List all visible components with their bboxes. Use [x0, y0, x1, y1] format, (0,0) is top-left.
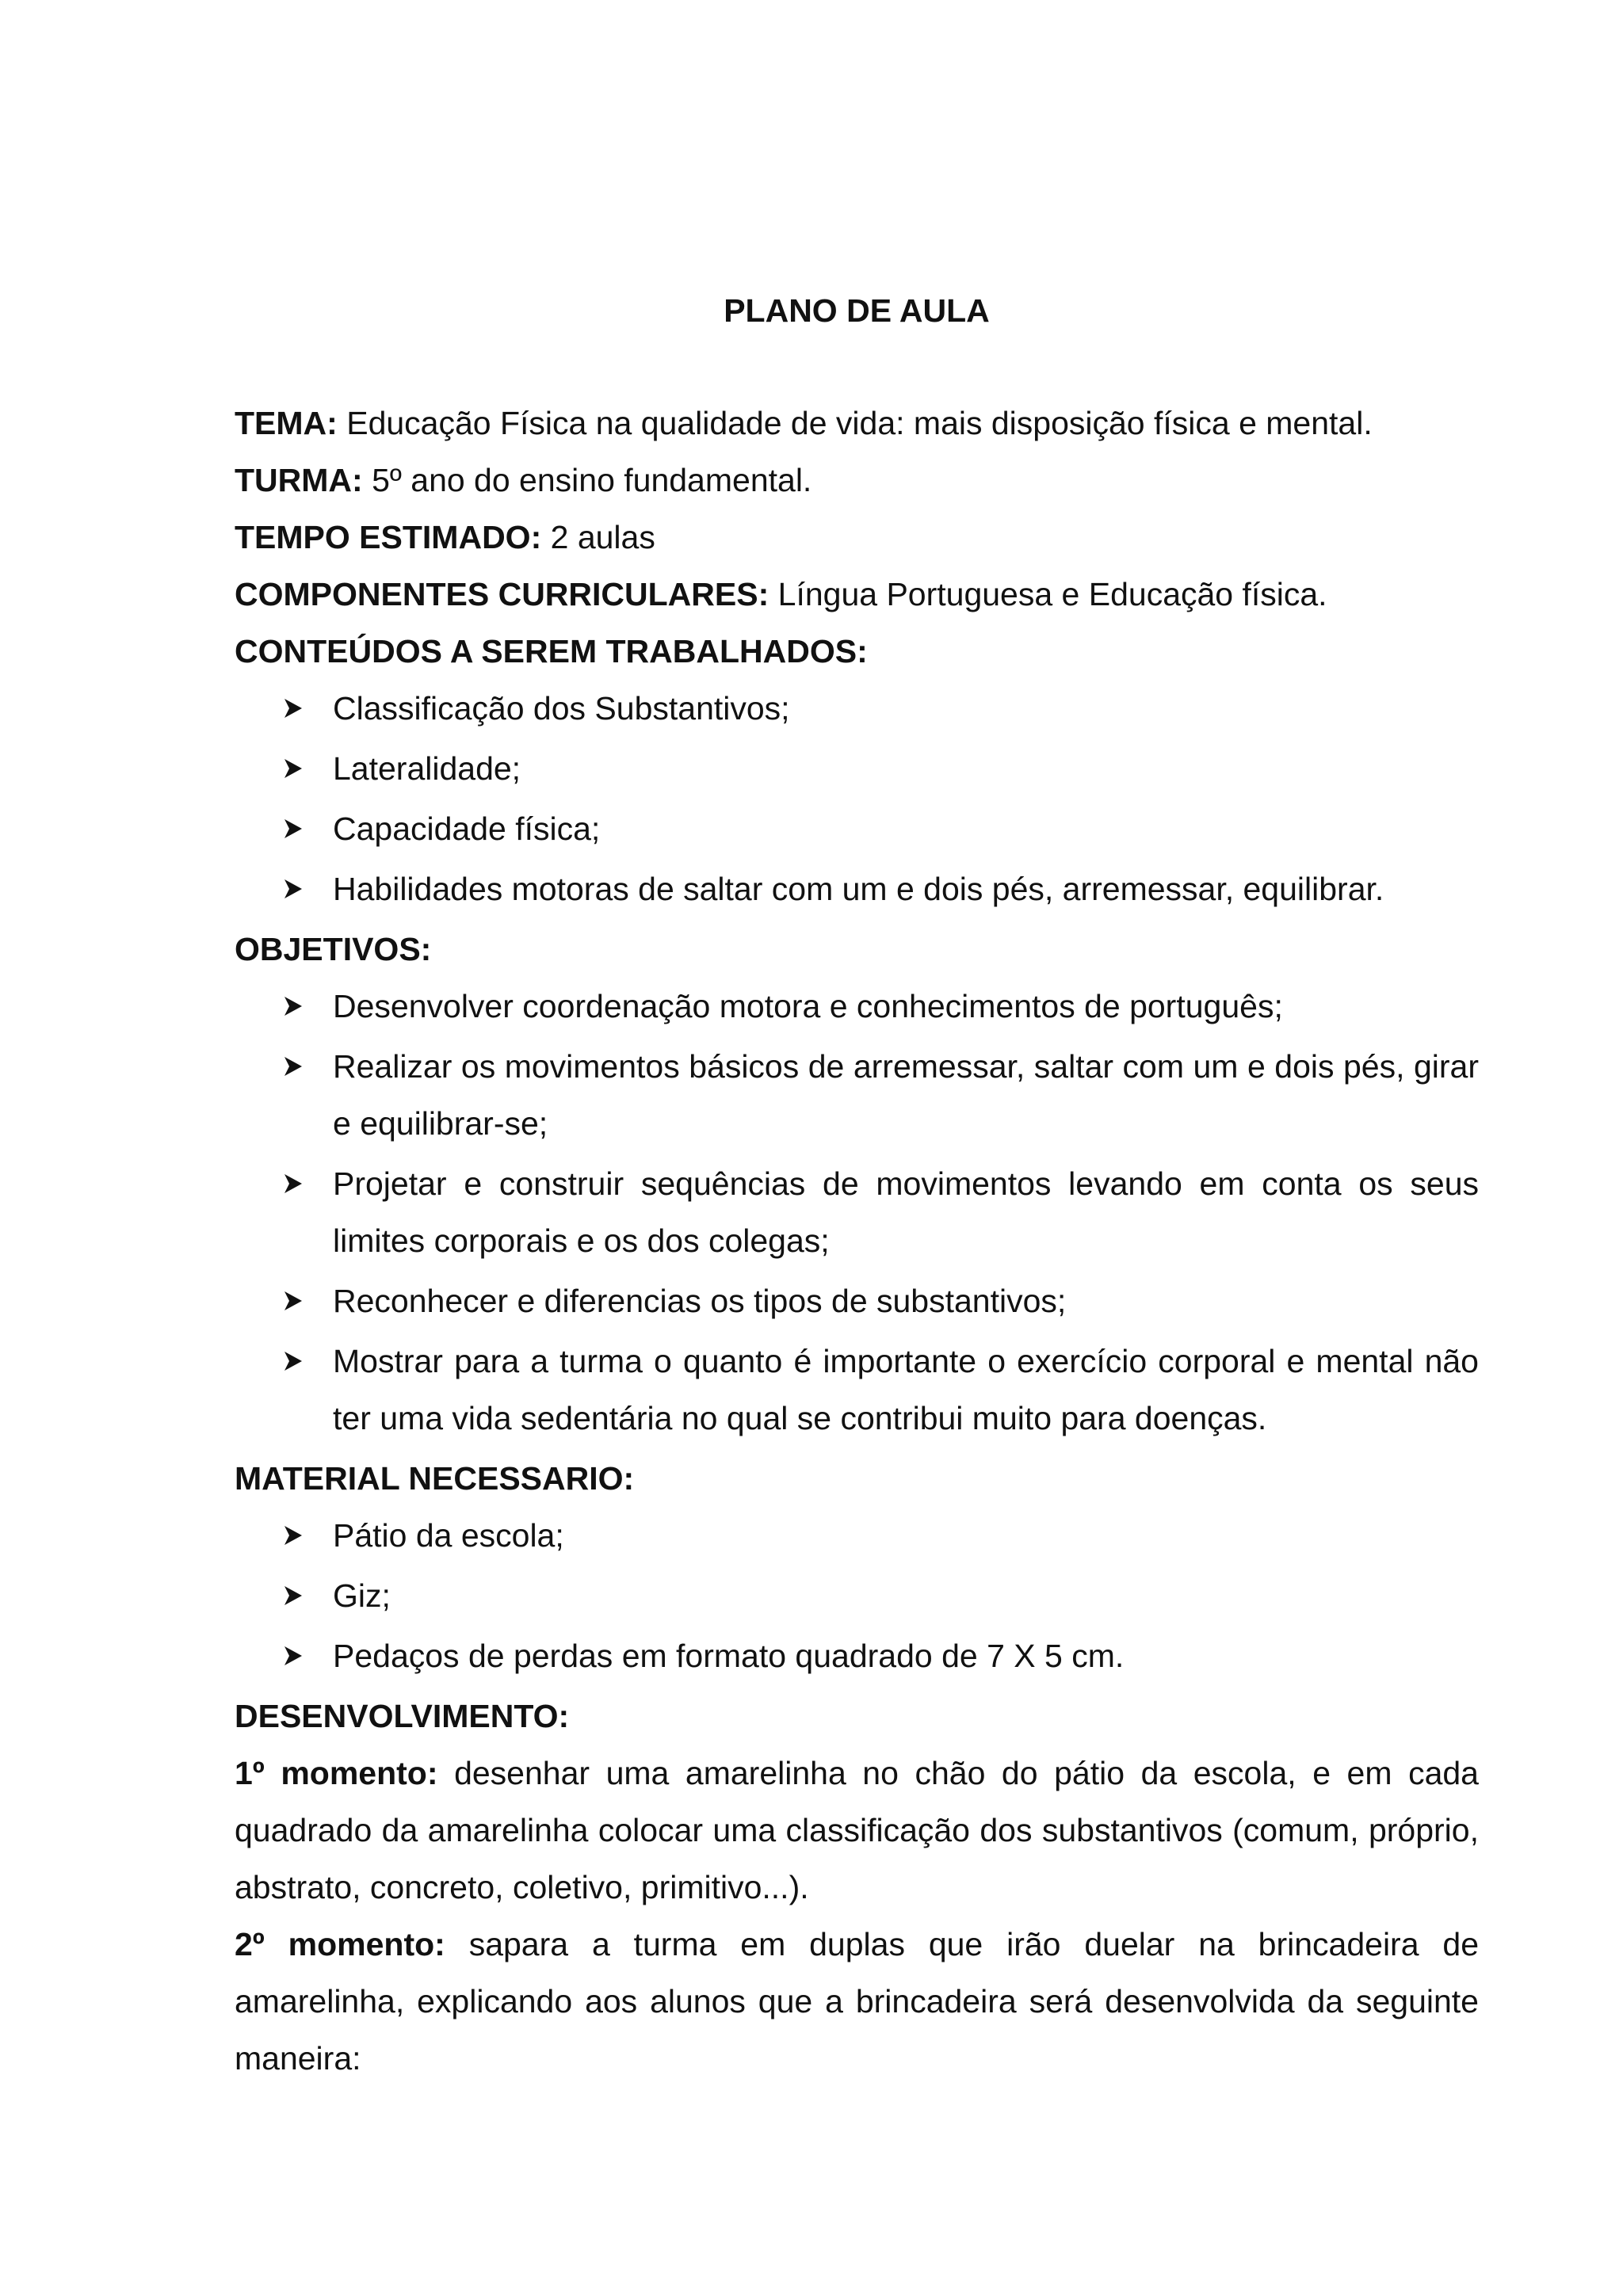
document-body — [235, 395, 1479, 2087]
arrowhead-bullet-icon — [284, 1627, 315, 1684]
list-item: Mostrar para a turma o quanto é importante o exercício corporal e mental não ter uma vida sedentária no qual se contribui muito para doenças. — [235, 1333, 1479, 1447]
arrowhead-bullet-icon — [284, 1507, 315, 1564]
list-item: Realizar os movimentos básicos de arremessar, saltar com um e dois pés, girar e equilibrar-se; — [235, 1038, 1479, 1152]
componentes-line — [235, 566, 1479, 623]
arrowhead-bullet-icon — [284, 1567, 315, 1624]
momento-2-paragraph — [235, 1916, 1479, 2087]
arrowhead-bullet-icon — [284, 1272, 315, 1329]
tempo-line — [235, 509, 1479, 566]
list-item: Classificação dos Substantivos; — [235, 680, 1479, 737]
list-item: Desenvolver coordenação motora e conhecimentos de português; — [235, 978, 1479, 1035]
arrowhead-bullet-icon — [284, 800, 315, 857]
objetivos-list — [235, 978, 1479, 1447]
list-item: Lateralidade; — [235, 740, 1479, 797]
momento-1-paragraph — [235, 1745, 1479, 1916]
arrowhead-bullet-icon — [284, 1155, 315, 1212]
material-heading: MATERIAL NECESSARIO: — [235, 1460, 635, 1497]
arrowhead-bullet-icon — [284, 978, 315, 1035]
tema-value: Educação Física na qualidade de vida: mais disposição física e mental. — [346, 405, 1373, 441]
list-item: Giz; — [235, 1567, 1479, 1624]
turma-line — [235, 452, 1479, 509]
arrowhead-bullet-icon — [284, 680, 315, 737]
list-item: Reconhecer e diferencias os tipos de substantivos; — [235, 1272, 1479, 1329]
list-item: Pátio da escola; — [235, 1507, 1479, 1564]
arrowhead-bullet-icon — [284, 740, 315, 797]
tempo-label: TEMPO ESTIMADO: — [235, 519, 542, 555]
material-list — [235, 1507, 1479, 1684]
conteudos-heading: CONTEÚDOS A SEREM TRABALHADOS: — [235, 633, 868, 669]
list-item: Pedaços de perdas em formato quadrado de 7 X 5 cm. — [235, 1627, 1479, 1684]
conteudos-list — [235, 680, 1479, 917]
tempo-value: 2 aulas — [550, 519, 655, 555]
arrowhead-bullet-icon — [284, 1333, 315, 1390]
arrowhead-bullet-icon — [284, 860, 315, 917]
turma-value: 5º ano do ensino fundamental. — [372, 462, 812, 498]
objetivos-heading: OBJETIVOS: — [235, 931, 432, 967]
list-item: Projetar e construir sequências de movimentos levando em conta os seus limites corporais e os dos colegas; — [235, 1155, 1479, 1269]
turma-label: TURMA: — [235, 462, 363, 498]
list-item: Habilidades motoras de saltar com um e dois pés, arremessar, equilibrar. — [235, 860, 1479, 917]
momento-2-label: 2º momento: — [235, 1926, 445, 1962]
momento-1-text: desenhar uma amarelinha no chão do pátio da escola, e em cada quadrado da amarelinha colocar uma classificação dos substantivos (comum, próprio, abstrato, concreto, coletivo, primitivo...). — [235, 1755, 1479, 1905]
componentes-label: COMPONENTES CURRICULARES: — [235, 576, 769, 612]
document-title: PLANO DE AULA — [724, 292, 990, 329]
desenvolvimento-heading: DESENVOLVIMENTO: — [235, 1698, 570, 1734]
tema-label: TEMA: — [235, 405, 338, 441]
arrowhead-bullet-icon — [284, 1038, 315, 1095]
componentes-value: Língua Portuguesa e Educação física. — [777, 576, 1327, 612]
tema-line — [235, 395, 1479, 452]
momento-2-text: sapara a turma em duplas que irão duelar na brincadeira de amarelinha, explicando aos alunos que a brincadeira será desenvolvida da seguinte maneira: — [235, 1926, 1479, 2077]
momento-1-label: 1º momento: — [235, 1755, 438, 1791]
list-item: Capacidade física; — [235, 800, 1479, 857]
